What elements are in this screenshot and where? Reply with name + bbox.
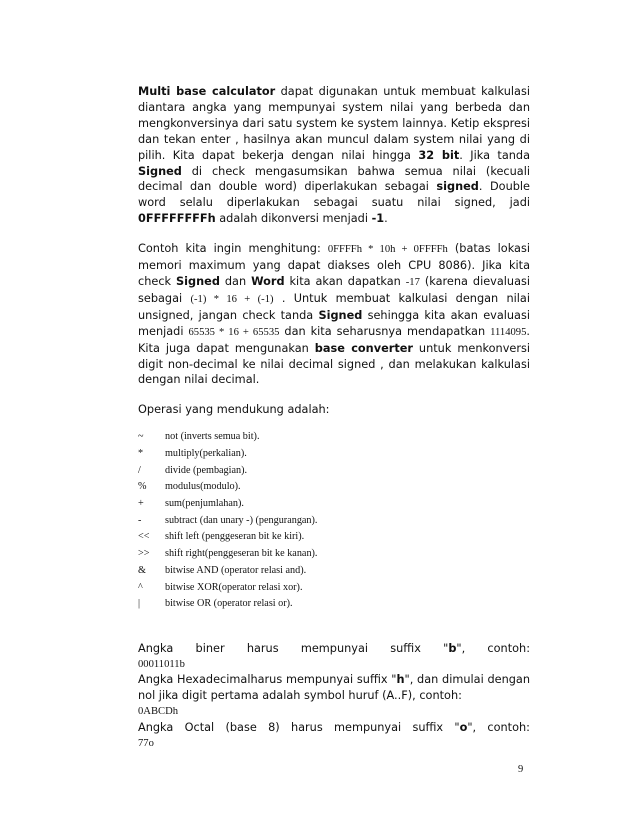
term-signed: Signed — [138, 164, 182, 178]
paragraph-operators-intro: Operasi yang mendukung adalah: — [138, 403, 330, 417]
operator-symbol: ^ — [138, 581, 143, 593]
operator-item — [138, 563, 530, 580]
term-0ffffffffh: 0FFFFFFFFh — [138, 212, 216, 226]
operator-item — [138, 596, 530, 613]
expression-unsigned: 65535 * 16 + 65535 — [188, 326, 280, 338]
document-body — [138, 84, 530, 751]
term-signed-check: Signed — [176, 274, 220, 288]
term-word: Word — [251, 274, 285, 288]
operator-symbol: ~ — [138, 431, 144, 443]
octal-suffix: o — [459, 720, 468, 734]
operator-symbol: * — [138, 447, 144, 459]
operator-description: bitwise AND (operator relasi and). — [165, 564, 307, 576]
operator-item — [138, 513, 530, 530]
operator-description: bitwise OR (operator relasi or). — [165, 598, 293, 610]
operator-symbol: - — [138, 514, 142, 526]
operator-item — [138, 529, 530, 546]
term-32-bit: 32 bit — [418, 148, 460, 162]
operator-description: divide (pembagian). — [165, 464, 248, 476]
operator-symbol: % — [138, 481, 147, 493]
operator-item — [138, 446, 530, 463]
operator-item — [138, 546, 530, 563]
binary-suffix-text: Angka biner harus mempunyai suffix "b", contoh: — [138, 641, 531, 655]
operator-symbol: >> — [138, 548, 150, 560]
term-minus-one: -1 — [371, 212, 385, 226]
term-signed-lower: signed — [436, 180, 479, 194]
paragraph-intro: Multi base calculator dapat digunakan untuk membuat kalkulasi diantara angka yang mempunyai system nilai yang berbeda dan mengkonversinya dari satu system ke system lainnya. Ketip ekspresi dan tekan enter , hasilnya akan muncul dalam system nilai yang di pilih. Kita dapat bekerja dengan nilai hingga 32 bit. Jika tanda Signed di check mengasumsikan bahwa semua nilai (kecuali decimal dan double word) diperlakukan sebagai signed. Double word selalu diperlakukan sebagai suatu nilai signed, jadi 0FFFFFFFFh adalah dikonversi menjadi -1. — [138, 85, 531, 226]
page-number: 9 — [518, 764, 524, 775]
operator-description: modulus(modulo). — [165, 481, 241, 493]
operator-symbol: | — [138, 598, 141, 610]
binary-example: 00011011b — [138, 658, 185, 670]
operator-description: multiply(perkalian). — [165, 447, 247, 459]
operator-description: shift right(penggeseran bit ke kanan). — [165, 548, 318, 560]
operator-item — [138, 429, 530, 446]
section-spacer — [138, 613, 530, 641]
hex-suffix: h — [396, 673, 405, 687]
operator-symbol: + — [138, 498, 144, 510]
operator-description: subtract (dan unary -) (pengurangan). — [165, 514, 318, 526]
result-signed: -17 — [405, 276, 420, 288]
expression-signed: (-1) * 16 + (-1) — [190, 293, 274, 305]
operator-description: bitwise XOR(operator relasi xor). — [165, 581, 303, 593]
operator-description: sum(penjumlahan). — [165, 498, 244, 510]
operator-description: not (inverts semua bit). — [165, 431, 260, 443]
hex-suffix-text: Angka Hexadecimalharus mempunyai suffix "h", dan dimulai dengan nol jika digit pertama adalah symbol huruf (A..F), contoh: — [138, 673, 530, 703]
term-signed-uncheck: Signed — [318, 308, 363, 322]
paragraph-example: Contoh kita ingin menghitung: 0FFFFh * 10h + 0FFFFh (batas lokasi memori maximum yang dapat diakses oleh CPU 8086). Jika kita check Signed dan Word kita akan dapatkan -17 (karena dievaluasi sebagai (-1) * 16 + (-1) . Untuk membuat kalkulasi dengan nilai unsigned, jangan check tanda Signed sehingga kita akan evaluasi menjadi 65535 * 16 + 65535 dan kita seharusnya mendapatkan 1114095. Kita juga dapat mengunakan base converter untuk menkonversi digit non-decimal ke nilai decimal signed , dan melakukan kalkulasi dengan nilai decimal. — [138, 242, 531, 387]
operator-description: shift left (penggeseran bit ke kiri). — [165, 531, 305, 543]
hex-example: 0ABCDh — [138, 706, 179, 718]
operator-item — [138, 496, 530, 513]
result-unsigned: 1114095 — [490, 326, 527, 338]
expression-hex: 0FFFFh * 10h + 0FFFFh — [327, 244, 448, 256]
operator-item — [138, 580, 530, 597]
operator-symbol: / — [138, 464, 141, 476]
operator-item — [138, 463, 530, 480]
operator-symbol: << — [138, 531, 150, 543]
term-base-converter: base converter — [314, 341, 413, 355]
octal-suffix-text: Angka Octal (base 8) harus mempunyai suffix "o", contoh: — [138, 720, 530, 734]
operator-symbol: & — [138, 564, 146, 576]
binary-suffix: b — [448, 641, 457, 655]
term-multi-base-calculator: Multi base calculator — [138, 85, 276, 98]
operator-item — [138, 479, 530, 496]
octal-example: 77o — [138, 737, 154, 749]
operator-list — [138, 429, 530, 613]
